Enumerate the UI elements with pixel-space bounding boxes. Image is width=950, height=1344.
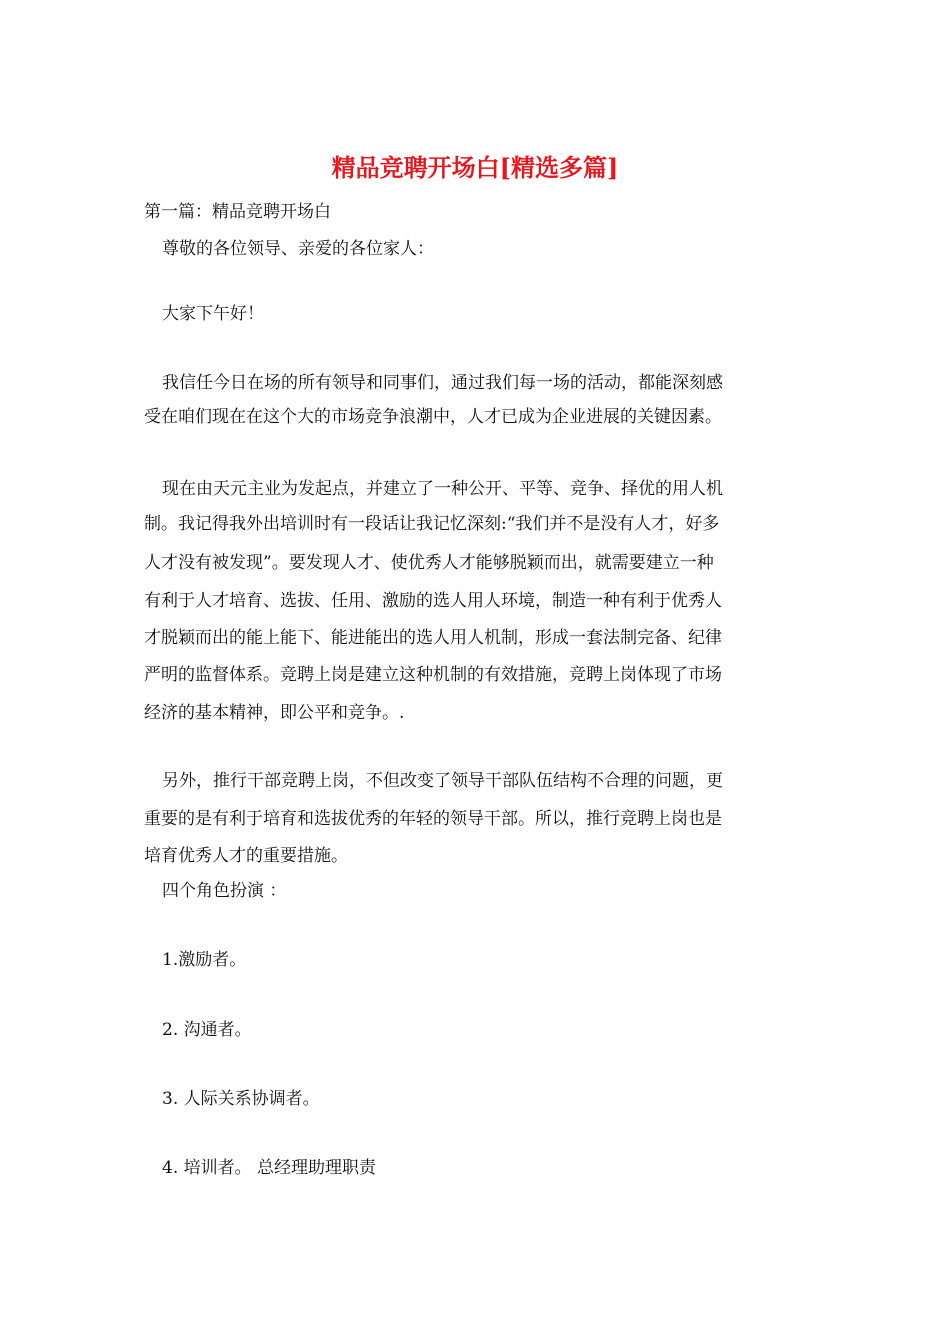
paragraph2-line: 经济的基本精神，即公平和竞争。. <box>144 703 405 723</box>
section-heading: 第一篇：精品竞聘开场白 <box>144 202 331 222</box>
paragraph3-line: 培育优秀人才的重要措施。 <box>144 846 348 866</box>
paragraph2-line: 人才没有被发现”。要发现人才、使优秀人才能够脱颖而出，就需要建立一种 <box>144 553 714 573</box>
role-item: 4. 培训者。 总经理助理职责 <box>162 1158 377 1178</box>
document-title: 精品竞聘开场白[精选多篇] <box>331 153 619 182</box>
greeting: 大家下午好！ <box>162 304 264 324</box>
paragraph3-line: 重要的是有利于培育和选拔优秀的年轻的领导干部。所以，推行竞聘上岗也是 <box>144 809 722 829</box>
paragraph1-line: 受在咱们现在在这个大的市场竞争浪潮中，人才已成为企业进展的关键因素。 <box>144 407 722 427</box>
role-item: 3. 人际关系协调者。 <box>162 1089 320 1109</box>
salutation: 尊敬的各位领导、亲爱的各位家人： <box>162 239 434 259</box>
paragraph2-line: 严明的监督体系。竞聘上岗是建立这种机制的有效措施，竞聘上岗体现了市场 <box>144 665 722 685</box>
paragraph2-line: 现在由天元主业为发起点，并建立了一种公开、平等、竞争、择优的用人机 <box>162 479 723 499</box>
role-item: 1.激励者。 <box>162 950 247 970</box>
paragraph2-line: 制。我记得我外出培训时有一段话让我记忆深刻:“我们并不是没有人才，好多 <box>144 514 720 534</box>
roles-heading: 四个角色扮演 ： <box>162 881 287 901</box>
paragraph1-line: 我信任今日在场的所有领导和同事们，通过我们每一场的活动，都能深刻感 <box>162 373 723 393</box>
role-item: 2. 沟通者。 <box>162 1020 252 1040</box>
paragraph2-line: 才脱颖而出的能上能下、能进能出的选人用人机制，形成一套法制完备、纪律 <box>144 628 722 648</box>
paragraph3-line: 另外，推行干部竞聘上岗，不但改变了领导干部队伍结构不合理的问题，更 <box>162 771 723 791</box>
paragraph2-line: 有利于人才培育、选拔、任用、激励的选人用人环境，制造一种有利于优秀人 <box>144 591 722 611</box>
